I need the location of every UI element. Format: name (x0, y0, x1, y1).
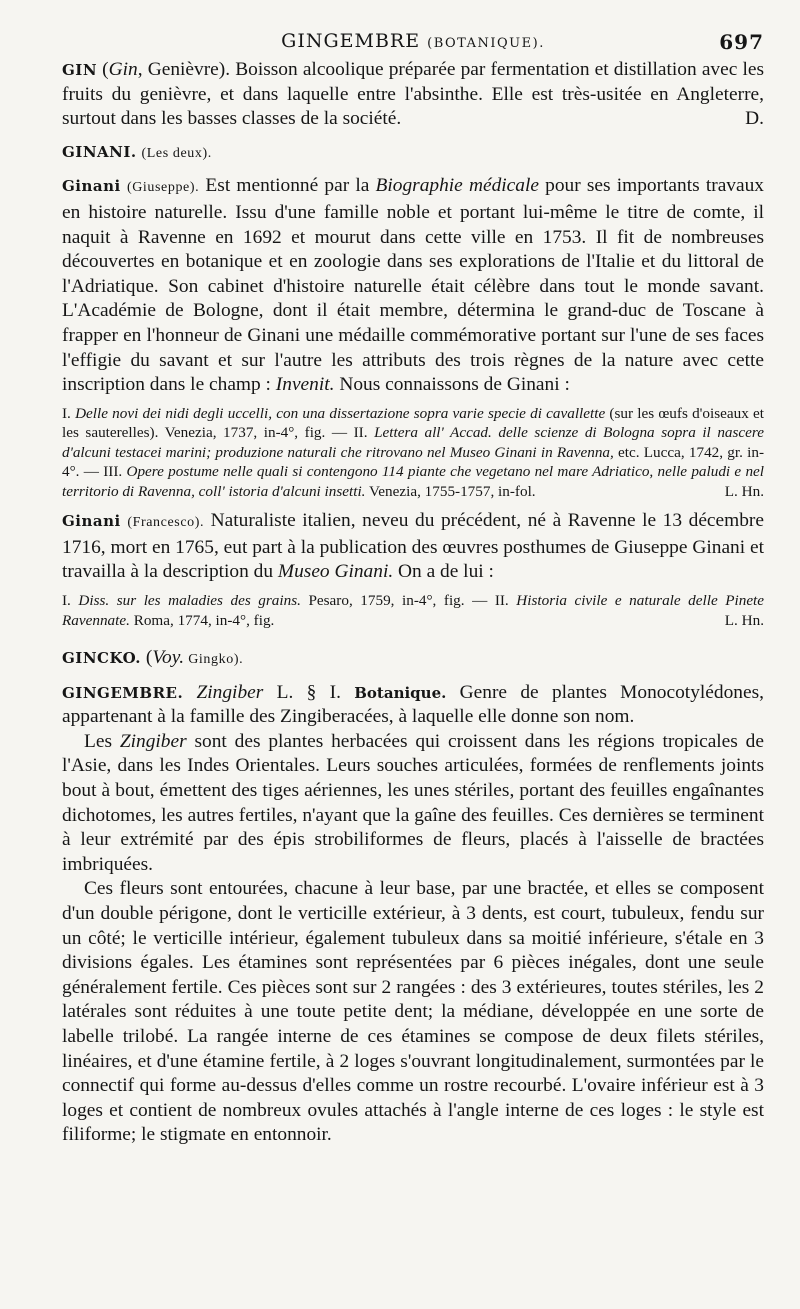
gin-variant: Gin (108, 59, 138, 80)
giuseppe-text-a: Est mentionné par la (199, 175, 376, 197)
entry-ginani-deux (62, 140, 764, 167)
signature-gin: D. (745, 108, 764, 130)
headword-francesco: Ginani (62, 512, 121, 531)
gin-text: Boisson alcoolique préparée par fermentation et distillation avec les fruits du genièvre, et dans laquelle entre l'absinthe. Elle est très-usitée en Angleterre, surtout dans les basses classes de la société. (62, 59, 765, 130)
gingembre-p2-b: sont des plantes herbacées qui croissent dans les régions tropicales de l'Asie, dans les Indes Orientales. Leurs souches articulées, formées de renflements joints bout à bout, émettent des tiges aériennes, les unes stériles, portant des feuilles engaînantes dichotomes, les autres fertiles, n'ayant que la gaîne des feuilles. Ces dernières se terminent à leur extrémité par des épis strobiliformes de fleurs, placés à l'aisselle de bractées imbriquées. (62, 730, 764, 875)
gincko-ref: Gingko). (184, 652, 244, 667)
giuseppe-work-3: Opere postume nelle quali si contengono 114 piante che vegetano nel mare Adriatico, nelle paludi e nel territorio di Ravenna, coll' istoria d'alcuni insetti. (62, 463, 764, 500)
giuseppe-work-n1: I. (62, 404, 76, 422)
francesco-museo: Museo Ginani. (277, 561, 394, 583)
gin-gloss: , Genièvre). (137, 59, 231, 80)
headword-ginani: GINANI. (62, 142, 137, 161)
francesco-text-b: On a de lui : (393, 561, 494, 583)
entry-francesco (62, 509, 764, 585)
giuseppe-paren: (Giuseppe). (126, 180, 200, 196)
entry-giuseppe (62, 174, 764, 397)
running-head (62, 30, 764, 58)
francesco-work-1: Diss. sur les maladies des grains. (78, 592, 301, 609)
francesco-work-2: Historia civile e naturale delle Pinete Ravennate. (62, 592, 765, 629)
running-title: GINGEMBRE (281, 30, 421, 52)
francesco-paren: (Francesco). (127, 515, 205, 531)
entry-gin: GIN (Gin, Genièvre). Boisson alcoolique préparée par fermentation et distillation avec les fruits du genièvre, et dans laquelle entre l'absinthe. Elle est très-usitée en Angleterre, surtout dans les basses classes de la société. D. (62, 58, 764, 132)
running-subtitle: (BOTANIQUE). (427, 36, 545, 51)
entry-gingembre (62, 681, 764, 730)
giuseppe-work-1b: (sur les œufs d'oiseaux et les sauterelles). Venezia, 1737, in-4°, fig. — II. (62, 404, 764, 442)
giuseppe-works (62, 404, 764, 502)
giuseppe-work-1: Delle novi dei nidi degli uccelli, con una dissertazione sopra varie specie di cavallette (75, 404, 606, 422)
giuseppe-text-c: Nous connaissons de Ginani : (334, 374, 570, 396)
ginani-paren: (Les deux). (141, 145, 212, 161)
signature-francesco: L. Hn. (724, 611, 764, 629)
giuseppe-work-2: Lettera all' Accad. delle scienze di Bologna sopra il nascere d'alcuni testacei marini; produzione naturali che ritrovano nel Museo Ginani in Ravenna, (62, 424, 764, 461)
giuseppe-biographie: Biographie médicale (375, 175, 539, 197)
francesco-text-a: Naturaliste italien, neveu du précédent, né à Ravenne le 13 décembre 1716, mort en 1765, eut part à la publication des œuvres posthumes de Giuseppe Ginani et travailla à la description du (62, 510, 764, 583)
giuseppe-text-b: pour ses importants travaux en histoire naturelle. Issu d'une famille noble et portant lui-même le titre de comte, il naquit à Ravenne en 1692 et mourut dans cette ville en 1753. Il fit de nombreuses découvertes en botanique et en zoologie dans ses explorations de l'Italie et du littoral de l'Adriatique. Son cabinet d'histoire naturelle était célèbre dans tout le monde savant. L'Académie de Bologne, dont il était membre, détermina le grand-duc de Toscane à frapper en l'honneur de Ginani une médaille commémorative portant sur l'une de ses faces l'effigie du savant et sur l'autre les attributs des trois règnes de la nature avec cette inscription dans le champ : (62, 175, 764, 396)
giuseppe-work-3b: Venezia, 1755-1757, in-fol. (365, 482, 536, 500)
gingembre-section: § I. (306, 681, 341, 703)
gingembre-p2-a: Les (84, 730, 120, 752)
francesco-work-n1: I. (62, 592, 79, 609)
headword-gingembre: GINGEMBRE. (62, 683, 184, 702)
giuseppe-work-2b: etc. Lucca, 1742, gr. in-4°. — III. (62, 443, 764, 481)
francesco-work-1b: Pesaro, 1759, in-4°, fig. — II. (300, 592, 517, 609)
gingembre-genus: Zingiber (196, 681, 264, 703)
gingembre-section-label: Botanique. (354, 683, 447, 702)
francesco-works (62, 591, 764, 630)
headword-gincko: GINCKO. (62, 649, 142, 667)
headword-gin: GIN (62, 61, 98, 79)
francesco-work-2b: Roma, 1774, in-4°, fig. (129, 611, 275, 629)
body-text (62, 58, 764, 1148)
giuseppe-invenit: Invenit. (275, 374, 335, 396)
gingembre-p2-em: Zingiber (119, 730, 187, 752)
gingembre-paragraph-3: Ces fleurs sont entourées, chacune à leur base, par une bractée, et elles se composent d'un double périgone, dont le verticille extérieur, à 3 dents, est court, tubuleux, fendu sur un côté; le verticille intérieur, également tubuleux dans sa moitié inférieure, s'étale en 3 divisions égales. Les étamines sont représentées par 6 pièces inégales, dont une seule généralement fertile. Ces pièces sont sur 2 rangées : des 3 extérieures, toutes stériles, les 2 latérales sont réduites à une toute petite dent; la médiane, développée en une sorte de labelle trilobé. La rangée interne de ces étamines se compose de deux filets stériles, linéaires, et d'une étamine fertile, à 2 loges s'ouvrant longitudinalement, surmontées par le connectif qui forme au-dessus d'elles comme un rostre recourbé. L'ovaire inférieur est à 3 loges et contient de nombreux ovules attachés à l'angle interne de ces loges : le style est filiforme; le stigmate en entonnoir. (62, 878, 764, 1146)
gingembre-author: L. (263, 681, 294, 703)
page-number: 697 (719, 30, 764, 54)
entry-gincko: GINCKO. (Voy. Gingko). (62, 647, 244, 668)
gingembre-paragraph-2 (62, 730, 764, 878)
gingembre-text: Genre de plantes Monocotylédones, appartenant à la famille des Zingiberacées, à laquelle elle donne son nom. (62, 681, 764, 728)
signature-giuseppe: L. Hn. (724, 482, 764, 500)
headword-giuseppe: Ginani (62, 177, 121, 196)
gincko-voy: Voy. (152, 647, 185, 668)
